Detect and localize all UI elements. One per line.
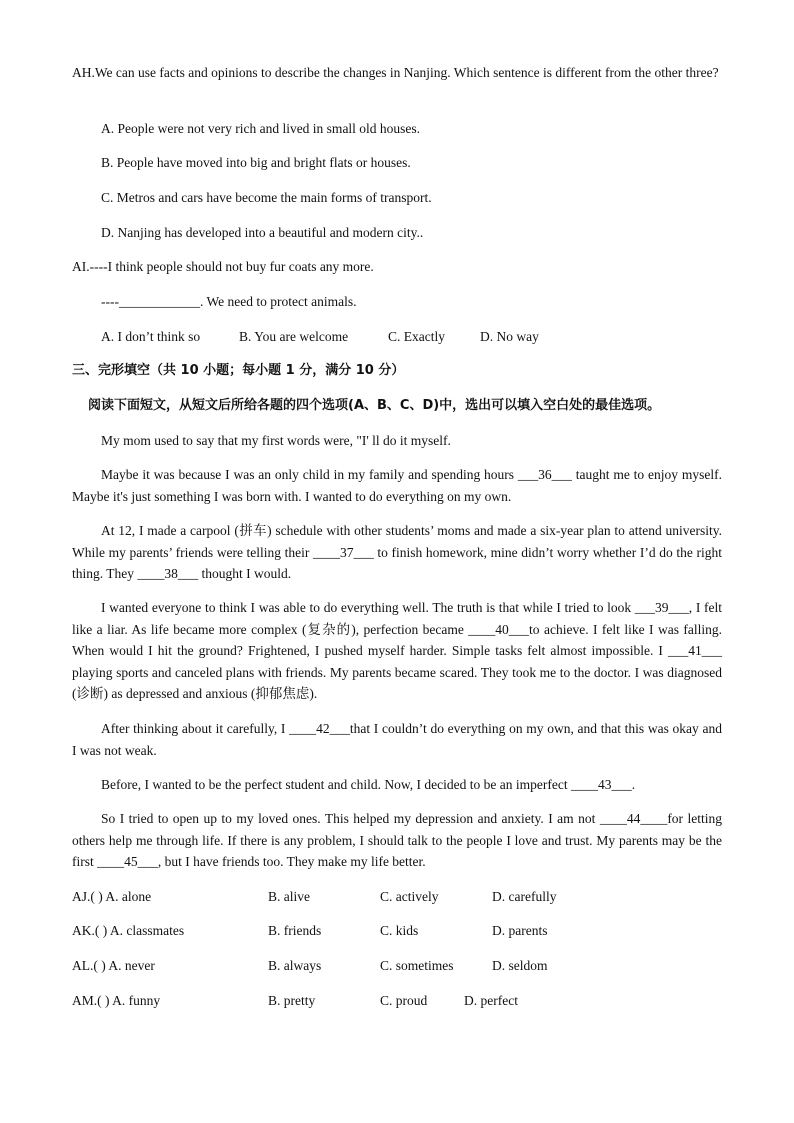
question-ai-option-b: B. You are welcome: [239, 329, 349, 344]
choice-b: B. pretty: [268, 993, 316, 1008]
choice-question-a: AM.( ) A. funny: [72, 993, 161, 1008]
question-ai-option-c: C. Exactly: [388, 329, 445, 344]
passage-paragraph: I wanted everyone to think I was able to do everything well. The truth is that while I tried to look ___39___, I felt like a liar. As life became more complex (复杂的), perfection became ____40___to achieve. I felt like I was falling. When would I hit the ground? Frightened, I pushed myself harder. Simple tasks felt almost impossible. I ___41___ playing sports and canceled plans with friends. My parents became scared. They took me to the doctor. I was diagnosed (诊断) as depressed and anxious (抑郁焦虑).: [72, 600, 722, 701]
choice-d: D. perfect: [464, 993, 518, 1008]
question-ah-option-b: B. People have moved into big and bright flats or houses.: [101, 155, 411, 170]
question-ah-option-c: C. Metros and cars have become the main forms of transport.: [101, 190, 432, 205]
choice-question-a: AK.( ) A. classmates: [72, 923, 185, 938]
question-ah-option-a: A. People were not very rich and lived in small old houses.: [101, 121, 421, 136]
choice-b: B. friends: [268, 923, 322, 938]
question-ah-stem: AH.We can use facts and opinions to describe the changes in Nanjing. Which sentence is different from the other three?: [72, 65, 719, 80]
choice-question-a: AL.( ) A. never: [72, 958, 155, 973]
question-ai-line2: ----____________. We need to protect animals.: [101, 294, 357, 309]
section-heading: 三、完形填空（共 10 小题；每小题 1 分，满分 10 分）: [72, 363, 405, 378]
choice-c: C. actively: [380, 889, 439, 904]
passage-paragraph: My mom used to say that my first words were, "I' ll do it myself.: [101, 433, 451, 448]
choice-d: D. seldom: [492, 958, 548, 973]
section-instruction: 阅读下面短文，从短文后所给各题的四个选项(A、B、C、D)中，选出可以填入空白处的最佳选项。: [88, 398, 661, 413]
choice-c: C. sometimes: [380, 958, 454, 973]
question-ai-option-d: D. No way: [480, 329, 539, 344]
choice-d: D. parents: [492, 923, 548, 938]
choice-b: B. always: [268, 958, 322, 973]
choice-c: C. proud: [380, 993, 428, 1008]
passage-paragraph: After thinking about it carefully, I ____42___that I couldn’t do everything on my own, and that this was okay and I was not weak.: [72, 721, 722, 758]
passage-paragraph: At 12, I made a carpool (拼车) schedule with other students’ moms and made a six-year plan to attend university. While my parents’ friends were telling their ____37___ to finish homework, mine didn’t worry whether I’d do the right thing. They ____38___ thought I would.: [72, 523, 722, 581]
choice-c: C. kids: [380, 923, 419, 938]
passage-paragraph: Before, I wanted to be the perfect student and child. Now, I decided to be an imperfect ____43___.: [101, 777, 636, 792]
question-ah-option-d: D. Nanjing has developed into a beautiful and modern city..: [101, 225, 424, 240]
choice-b: B. alive: [268, 889, 310, 904]
question-ai-option-a: A. I don’t think so: [101, 329, 201, 344]
question-ai-line1: AI.----I think people should not buy fur coats any more.: [72, 259, 374, 274]
choice-d: D. carefully: [492, 889, 557, 904]
choice-question-a: AJ.( ) A. alone: [72, 889, 152, 904]
passage-paragraph: So I tried to open up to my loved ones. This helped my depression and anxiety. I am not ____44____for letting others help me through life. If there is any problem, I should talk to the people I love and trust. My parents may be the first ____45___, but I have friends too. They make my life better.: [72, 811, 722, 869]
passage-paragraph: Maybe it was because I was an only child in my family and spending hours ___36___ taught me to enjoy myself. Maybe it's just something I was born with. I wanted to do everything on my own.: [72, 467, 722, 504]
